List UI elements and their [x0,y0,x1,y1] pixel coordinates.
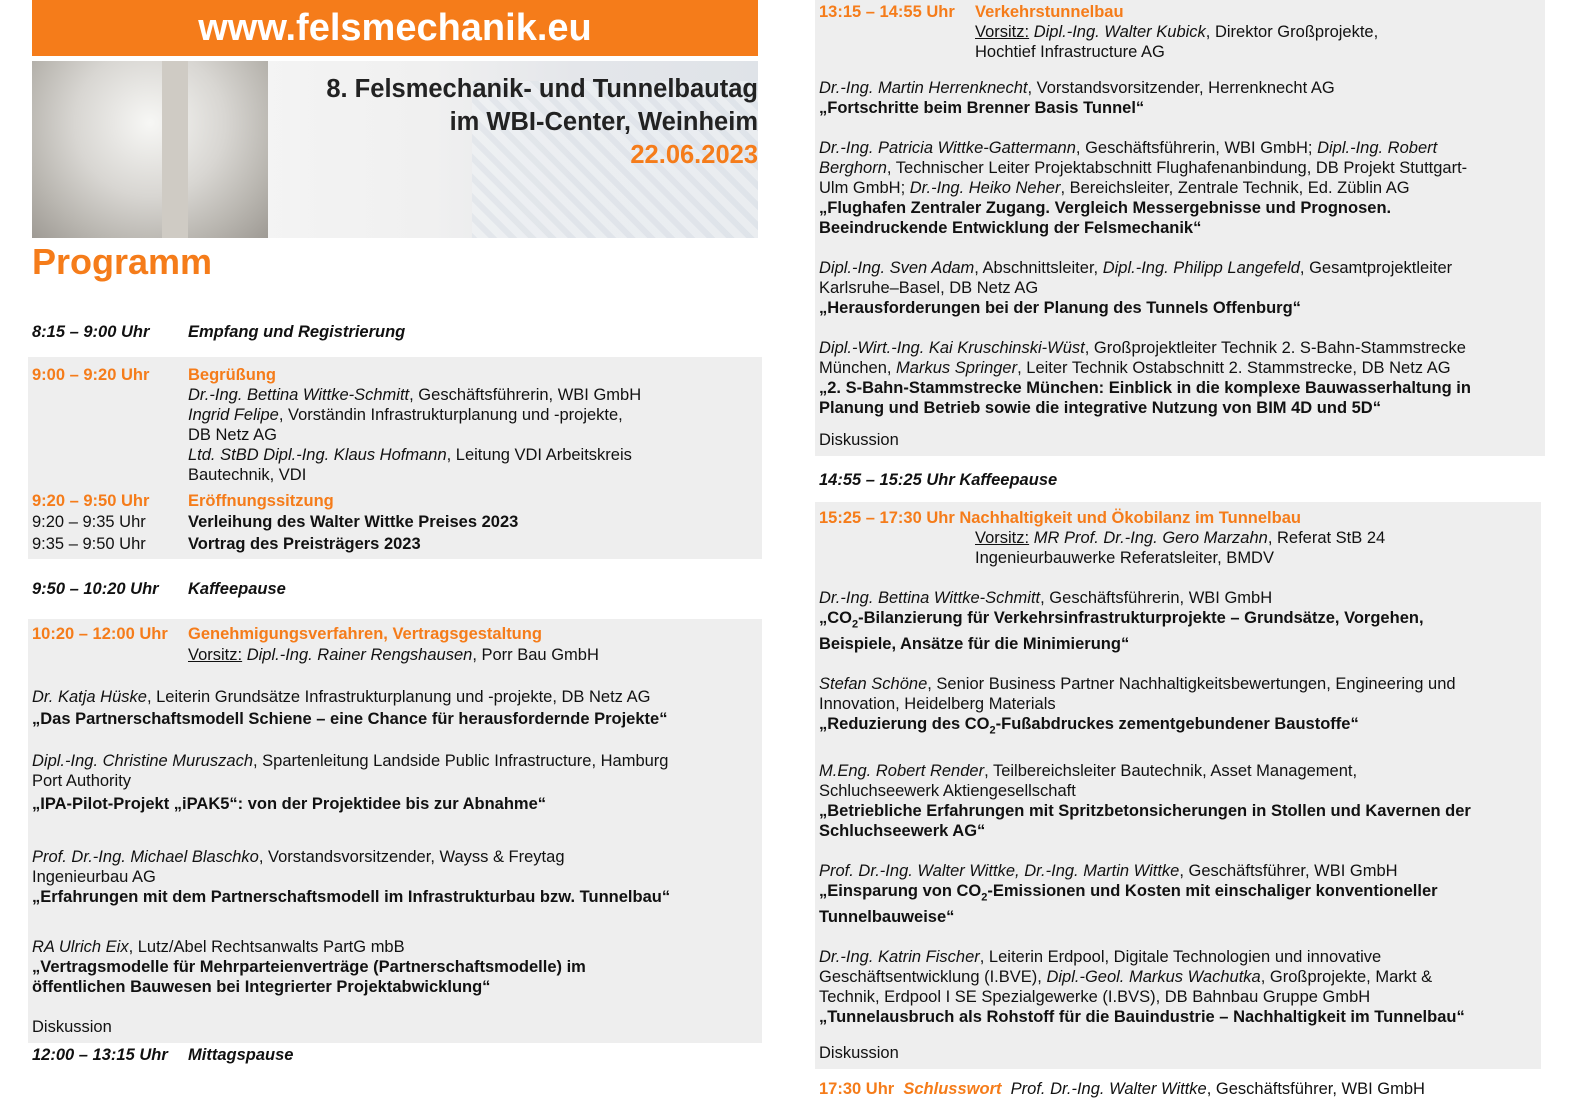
speaker-line: DB Netz AG [188,426,277,444]
session-eroeffnung [32,491,762,511]
talk: Dipl.-Wirt.-Ing. Kai Kruschinski-Wüst, Großprojektleiter Technik 2. S-Bahn-Stammstrecke München, Markus Springer, Leiter Technik Ostabschnitt 2. Stammstrecke, DB Netz AG „2. S-Bahn-Stammstrecke München: Einblick in die komplexe Bauwasserhaltung in Planung und Betrieb sowie die integrative Nutzung von BIM 4D und 5D“ [819,338,1545,418]
session-genehmigung [32,623,762,645]
talk-title: „Tunnelausbruch als Rohstoff für die Bauindustrie – Nachhaltigkeit im Tunnelbau“ [819,1007,1465,1026]
session-title: Schlusswort [903,1079,1002,1098]
event-title: 8. Felsmechanik- und Tunnelbautag [326,75,758,103]
programm-heading: Programm [32,241,213,282]
talk: Dr.-Ing. Katrin Fischer, Leiterin Erdpool, Digitale Technologien und innovative Geschäftsentwicklung (I.BVE), Dipl.-Geol. Markus Wachutka, Großprojekte, Markt & Technik, Erdpool I SE Spezialgewerke (I.BVS), DB Bahnbau Gruppe GmbH „Tunnelausbruch als Rohstoff für die Bauindustrie – Nachhaltigkeit im Tunnelbau“ [819,947,1541,1027]
session-time: 10:20 – 12:00 Uhr [32,625,168,643]
session-nachhaltigkeit [819,508,1541,528]
session-title: Nachhaltigkeit und Ökobilanz im Tunnelbau [959,509,1301,527]
talk: Dipl.-Ing. Christine Muruszach, Spartenleitung Landside Public Infrastructure, Hamburg Port Authority „IPA-Pilot-Projekt „iPAK5“: von der Projektidee bis zur Abnahme“ [32,751,762,817]
right-column [819,0,1541,1099]
session-title: Begrüßung [188,366,276,384]
session-title: Kaffeepause [188,580,286,598]
talk-title: „Erfahrungen mit dem Partnerschaftsmodell im Infrastrukturbau bzw. Tunnelbau“ [32,888,671,906]
speaker-line: Bautechnik, VDI [188,466,307,484]
session-block-verkehrstunnelbau: 13:15 – 14:55 Uhr Verkehrstunnelbau Vorsitz: Dipl.-Ing. Walter Kubick, Direktor Großprojekte, Hochtief Infrastructure AG Dr.-Ing. Martin Herrenknecht, Vorstandsvorsitzender, Herrenknecht AG „Fortschritte beim Brenner Basis Tunnel“ Dr.-Ing. Patricia Wittke-Gattermann, Geschäftsführerin, WBI GmbH; Dipl.-Ing. Robert Berghorn, Technischer Leiter Projektabschnitt Flughafenanbindung, DB Projekt Stuttgart- Ulm GmbH; Dr.-Ing. Heiko Neher, Bereichsleiter, Zentrale Technik, Ed. Züblin AG „Flughafen Zentraler Zugang. Vergleich Messergebnisse und Prognosen. Beeindruckende Entwicklung der Felsmechanik“ Dipl.-Ing. Sven Adam, Abschnittsleiter, Dipl.-Ing. Philipp Langefeld, Gesamtprojektleiter Karlsruhe–Basel, DB Netz AG „Herausforderungen bei der Planung des Tunnels Offenburg“ Dipl.-Wirt.-Ing. Kai Kruschinski-Wüst, Großprojektleiter Technik 2. S-Bahn-Stammstrecke München, Markus Springer, Leiter Technik Ostabschnitt 2. Stammstrecke, DB Netz AG „2. S-Bahn-Stammstrecke München: Einblick in die komplexe Bauwasserhaltung in Planung und Betrieb sowie die integrative Nutzung von BIM 4D und 5D“ Diskussion [815,0,1545,456]
talk-title: „Betriebliche Erfahrungen mit Spritzbetonsicherungen in Stollen und Kavernen der [819,801,1471,820]
talk-title: „Fortschritte beim Brenner Basis Tunnel“ [819,99,1145,117]
talk-title: $„CO_2$-Bilanzierung für Verkehrsinfrastrukturprojekte – Grundsätze, Vorgehen, [819,609,1424,631]
talk-title: „Das Partnerschaftsmodell Schiene – eine Chance für herausfordernde Projekte“ [32,710,668,728]
session-title: Genehmigungsverfahren, Vertragsgestaltung [188,625,542,643]
talk-title: öffentlichen Bauwesen bei Integrierter Projektabwicklung“ [32,978,491,996]
talk: Prof. Dr.-Ing. Michael Blaschko, Vorstandsvorsitzender, Wayss & Freytag Ingenieurbau AG „Erfahrungen mit dem Partnerschaftsmodell im Infrastrukturbau bzw. Tunnelbau“ [32,847,762,907]
session-time: 9:50 – 10:20 Uhr [32,580,159,598]
talk-title: Planung und Betrieb sowie die integrative Nutzung von BIM 4D und 5D“ [819,399,1381,417]
talk-title: „Flughafen Zentraler Zugang. Vergleich Messergebnisse und Prognosen. [819,199,1392,217]
talk: M.Eng. Robert Render, Teilbereichsleiter Bautechnik, Asset Management, Schluchseewerk Aktiengesellschaft „Betriebliche Erfahrungen mit Spritzbetonsicherungen in Stollen und Kavernen der Schluchseewerk AG“ [819,761,1541,841]
session-kaffeepause-2 [819,470,1541,490]
speaker-name: Prof. Dr.-Ing. Walter Wittke [1010,1079,1207,1098]
talk: Prof. Dr.-Ing. Walter Wittke, Dr.-Ing. Martin Wittke, Geschäftsführer, WBI GmbH „Einsparung von $CO_2$-Emissionen und Kosten mit einschaliger konventioneller Tunnelbauweise“ [819,861,1541,927]
talk-title: „Herausforderungen bei der Planung des Tunnels Offenburg“ [819,299,1301,317]
talk: Dr.-Ing. Bettina Wittke-Schmitt, Geschäftsführerin, WBI GmbH $„CO_2$-Bilanzierung für Verkehrsinfrastrukturprojekte – Grundsätze, Vorgehen, Beispiele, Ansätze für die Minimierung“ [819,588,1541,654]
talk: RA Ulrich Eix, Lutz/Abel Rechtsanwalts PartG mbB „Vertragsmodelle für Mehrparteienverträge (Partnerschaftsmodelle) im öffentlichen Bauwesen bei Integrierter Projektabwicklung“ [32,937,762,997]
session-kaffeepause-1 [32,579,762,599]
session-title: Empfang und Registrierung [188,323,406,341]
discussion-label: Diskussion [819,431,899,449]
talk: Dr.-Ing. Patricia Wittke-Gattermann, Geschäftsführerin, WBI GmbH; Dipl.-Ing. Robert Berghorn, Technischer Leiter Projektabschnitt Flughafenanbindung, DB Projekt Stuttgart- Ulm GmbH; Dr.-Ing. Heiko Neher, Bereichsleiter, Zentrale Technik, Ed. Züblin AG „Flughafen Zentraler Zugang. Vergleich Messergebnisse und Prognosen. Beeindruckende Entwicklung der Felsmechanik“ [819,138,1545,238]
sub-session: 9:35 – 9:50 Uhr Vortrag des Preisträgers 2023 [32,535,421,553]
chair-line: Vorsitz: Dipl.-Ing. Walter Kubick, Direktor Großprojekte, [975,23,1379,41]
session-block-nachhaltigkeit: 15:25 – 17:30 Uhr Nachhaltigkeit und Ökobilanz im Tunnelbau Vorsitz: MR Prof. Dr.-Ing. Gero Marzahn, Referat StB 24 Ingenieurbauwerke Referatsleiter, BMDV Dr.-Ing. Bettina Wittke-Schmitt, Geschäftsführerin, WBI GmbH $„CO_2$-Bilanzierung für Verkehrsinfrastrukturprojekte – Grundsätze, Vorgehen, Beispiele, Ansätze für die Minimierung“ Stefan Schöne, Senior Business Partner Nachhaltigkeitsbewertungen, Engineering und Innovation, Heidelberg Materials „Reduzierung des $CO_2$-Fußabdruckes zementgebundener Baustoffe“ M.Eng. Robert Render, Teilbereichsleiter Bautechnik, Asset Management, Schluchseewerk Aktiengesellschaft „Betriebliche Erfahrungen mit Spritzbetonsicherungen in Stollen und Kavernen der Schluchseewerk AG“ Prof. Dr.-Ing. Walter Wittke, Dr.-Ing. Martin Wittke, Geschäftsführer, WBI GmbH „Einsparung von $CO_2$-Emissionen und Kosten mit einschaliger konventioneller Tunnelbauweise“ Dr.-Ing. Katrin Fischer, Leiterin Erdpool, Digitale Technologien und innovative Geschäftsentwicklung (I.BVE), Dipl.-Geol. Markus Wachutka, Großprojekte, Markt & Technik, Erdpool I SE Spezialgewerke (I.BVS), DB Bahnbau Gruppe GmbH „Tunnelausbruch als Rohstoff für die Bauindustrie – Nachhaltigkeit im Tunnelbau“ Diskussion [815,502,1541,1069]
session-time: 13:15 – 14:55 Uhr [819,3,955,21]
session-title: Kaffeepause [959,471,1058,489]
talk: Stefan Schöne, Senior Business Partner Nachhaltigkeitsbewertungen, Engineering und Innovation, Heidelberg Materials „Reduzierung des $CO_2$-Fußabdruckes zementgebundener Baustoffe“ [819,674,1541,740]
hero-image [32,61,758,238]
session-title: Eröffnungssitzung [188,492,334,510]
speaker-line: Ingrid Felipe, Vorständin Infrastrukturplanung und -projekte, [188,406,623,424]
event-date: 22.06.2023 [630,141,758,169]
talk-title: „Vertragsmodelle für Mehrparteienverträge (Partnerschaftsmodelle) im [32,958,586,976]
speaker-line: Ltd. StBD Dipl.-Ing. Klaus Hofmann, Leitung VDI Arbeitskreis [188,446,632,464]
talk-title: Beeindruckende Entwicklung der Felsmechanik“ [819,219,1202,237]
talk: Dipl.-Ing. Sven Adam, Abschnittsleiter, Dipl.-Ing. Philipp Langefeld, Gesamtprojektleiter Karlsruhe–Basel, DB Netz AG „Herausforderungen bei der Planung des Tunnels Offenburg“ [819,258,1545,318]
tunnel-photo [32,61,268,238]
discussion-label: Diskussion [819,1043,899,1062]
session-schlusswort: 17:30 Uhr Schlusswort Prof. Dr.-Ing. Walter Wittke, Geschäftsführer, WBI GmbH [819,1079,1425,1098]
talk-title: Schluchseewerk AG“ [819,821,986,840]
session-mittagspause [32,1045,762,1065]
talk-title: „2. S-Bahn-Stammstrecke München: Einblick in die komplexe Bauwasserhaltung in [819,379,1471,397]
event-venue: im WBI-Center, Weinheim [449,108,758,136]
session-title: Mittagspause [188,1046,294,1064]
talk-title: Beispiele, Ansätze für die Minimierung“ [819,635,1130,654]
sub-session: 9:20 – 9:35 Uhr Verleihung des Walter Wittke Preises 2023 [32,513,519,531]
session-begruessung [32,365,762,485]
event-heading [326,73,758,172]
chair-line: Vorsitz: Dipl.-Ing. Rainer Rengshausen, Porr Bau GmbH [188,646,599,664]
chair-line: Vorsitz: MR Prof. Dr.-Ing. Gero Marzahn, Referat StB 24 [975,529,1386,547]
talk: Dr.-Ing. Martin Herrenknecht, Vorstandsvorsitzender, Herrenknecht AG „Fortschritte beim Brenner Basis Tunnel“ [819,78,1545,118]
session-time: 9:20 – 9:50 Uhr [32,492,150,510]
session-time: 15:25 – 17:30 Uhr [819,509,955,527]
session-time: 8:15 – 9:00 Uhr [32,323,150,341]
speaker-line: Dr.-Ing. Bettina Wittke-Schmitt, Geschäftsführerin, WBI GmbH [188,386,642,404]
session-title: Verkehrstunnelbau [975,3,1124,21]
talk-title: Tunnelbauweise“ [819,907,955,926]
talk-title: „Einsparung von $CO_2$-Emissionen und Kosten mit einschaliger konventioneller [819,881,1438,903]
session-time: 12:00 – 13:15 Uhr [32,1046,168,1064]
talk: Dr. Katja Hüske, Leiterin Grundsätze Infrastrukturplanung und -projekte, DB Netz AG „Das Partnerschaftsmodell Schiene – eine Chance für herausfordernde Projekte“ [32,687,762,731]
session-block-genehmigung [28,619,762,1043]
discussion-label: Diskussion [32,1018,112,1036]
talk-title: „Reduzierung des $CO_2$-Fußabdruckes zementgebundener Baustoffe“ [819,715,1359,737]
left-column [32,0,762,1065]
website-banner[interactable]: www.felsmechanik.eu [32,0,758,56]
session-time: 17:30 Uhr [819,1079,895,1098]
talk-title: „IPA-Pilot-Projekt „iPAK5“: von der Projektidee bis zur Abnahme“ [32,795,547,813]
session-block-begruessung [28,357,762,559]
session-empfang [32,322,762,342]
session-time: 14:55 – 15:25 Uhr [819,471,955,489]
session-verkehrstunnelbau [819,2,1545,22]
session-time: 9:00 – 9:20 Uhr [32,366,150,384]
